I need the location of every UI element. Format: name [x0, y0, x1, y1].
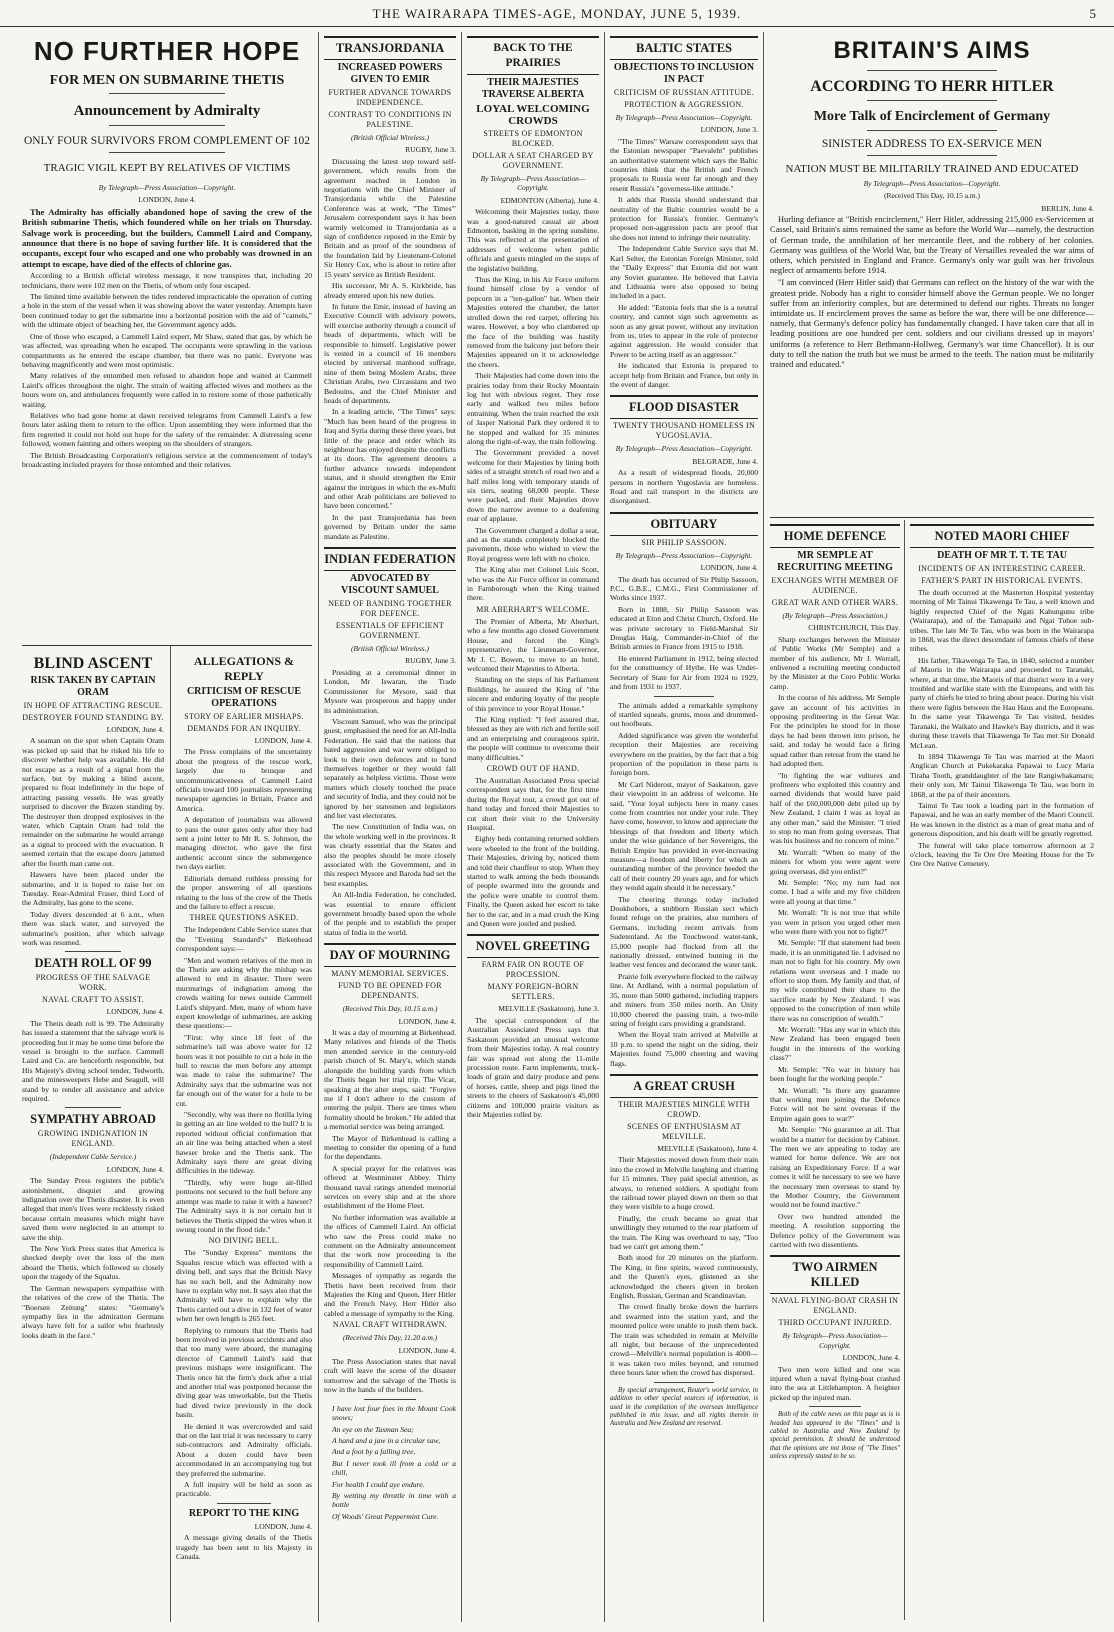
baltic-paragraph: The Independent Cable Service says that M. Karl Selter, the Estonian Foreign Minister, told the "Daily Express" that Estonia did not want any Soviet guarantee. He believed that Latvia and Lithuania were also opposed to being included in a pact.: [610, 244, 758, 301]
novel-deck: MANY FOREIGN-BORN SETTLERS.: [487, 982, 579, 1002]
rule: [654, 1382, 713, 1383]
aims-paragraph: "I am convinced (Herr Hitler said) that Germans can reflect on the history of the war with the greatest pride. Nobody has a right to consider himself above the German people. We no longer suffer from an inferiority complex, but are determined to defend our rights. Threats no longer intimidate us. If encirclement proves the same as before the war, there will be one difference—namely, that Germany's defence policy has fundamentally changed. I have taken care that all in leading positions are one hundred per cent. soldiers and our civilians dressed up in mayors' uniforms (a reference to Herr Bethmann-Hollweg, Germany's war time Chancellor). It is our duty to tell the nation the truth but we must be armed to the teeth. The nation must be militarily trained and educated.": [770, 278, 1094, 370]
aims-received: (Received This Day, 10.15 a.m.): [884, 191, 980, 201]
death-roll-dateline: LONDON, June 4.: [106, 1007, 164, 1017]
thetis-paragraph: The British Broadcasting Corporation's religious service at the commencement of today's broadcasting included prayers for those entombed and their relatives.: [22, 450, 312, 469]
mourning-dateline: LONDON, June 4.: [398, 1016, 456, 1026]
death-roll-deck: NAVAL CRAFT TO ASSIST.: [42, 995, 144, 1005]
prairies-deck: MR ABERHART'S WELCOME.: [476, 604, 590, 614]
mourning-deck: NAVAL CRAFT WITHDRAWN.: [332, 1320, 448, 1330]
crush-subhead: THEIR MAJESTIES MINGLE WITH CROWD.: [618, 1099, 750, 1119]
novel-continued-paragraph: The cheering throngs today included Doukhobors, a stubborn Russian sect which found refuge on the prairies, also numbers of Germans, including recent arrivals from Sudetenland. At the Touchwood water-tank, 15,000 people had flocked from all the nationally dressed, entwined bunting in the leather vest fences and decorated the water tank.: [610, 894, 758, 970]
home-paragraph: Mr. Semple: "No guarantee at all. That would be a matter for decision by Cabinet. The men we are appealing to today are wanted for home defence. We are not raising an Expeditionary Force. If a war comes it will be necessary to see we have the necessary men overseas to stand by the Mother Country, the Government would not be found inactive.": [770, 1125, 900, 1210]
flood-credit: By Telegraph—Press Association—Copyright.: [615, 444, 753, 454]
advert-verse-line: A hand and a jaw in a circular saw,: [332, 1435, 441, 1445]
thetis-paragraph: According to a British official wireless message, it now transpires that, including 20 technicians, there were 102 men on the Thetis, of whom only four escaped.: [22, 271, 312, 290]
aims-dateline: BERLIN, June 4.: [1041, 203, 1094, 213]
report-king-paragraph: A message giving details of the Thetis tragedy has been sent to his Majesty in Canada.: [176, 1533, 312, 1562]
thetis-paragraph: One of those who escaped, a Cammell Laird expert, Mr Shaw, stated that gas, by which he was affected, was spreading when he escaped. The occupants were sprawling in the various compartments as he entered the escape chamber, but there was no panic. Everyone was behaving magnificently and were most optimistic.: [22, 331, 312, 369]
transjordania-deck: FURTHER ADVANCE TOWARDS INDEPENDENCE.: [328, 88, 452, 107]
sympathy-paragraph: The New York Press states that America is shocked deeply over the loss of the men aboard the Thetis, which followed so closely upon the tragedy of the Squalus.: [22, 1244, 164, 1282]
home-subhead: MR SEMPLE AT RECRUITING MEETING: [777, 550, 893, 573]
blind-ascent-deck: IN HOPE OF ATTRACTING RESCUE.: [23, 701, 163, 710]
blind-ascent-subhead: RISK TAKEN BY CAPTAIN ORAM: [30, 675, 156, 698]
prairies-paragraph: The King also met Colonel Luis Scott, who was the Air Force officer in command in Farnborough when the King trained there.: [467, 565, 599, 603]
column-rule: [170, 646, 171, 1622]
novel-continued-paragraph: Added significance was given the wonderful reception their Majesties are receiving everywhere on the prairies, by the fact that a big proportion of the population in these parts is foreign born.: [610, 730, 758, 778]
sympathy-paragraph: The German newspapers sympathise with the relatives of the crew of the Thetis. The "Boersen Zeitung" states: "Germany's sympathy lies in the admiration Germans always have felt for a sailor who fearlessly looks death in the face.": [22, 1283, 164, 1340]
prairies-paragraph: The Premier of Alberta, Mr Aberhart, who a few months ago closed Government House, and forced the King's representative, the Lieutenant-Governor, Mr J. C. Bowen, to move to an hotel, welcomed their Majesties to Alberta.: [467, 616, 599, 673]
section-rule: [22, 645, 312, 646]
aims-paragraph: Hurling defiance at "British encirclement," Herr Hitler, addressing 215,000 ex-Servicemen at Cassel, said Britain's aims remained the same as before the World War—namely, the destruction of German trade, the annihilation of her mercantile fleet, and the robbery of her colonies. Germany was guiltless of the World War, but the Treaty of Versailles revealed the war aims of others, which persisted in England and France. Germany's only war guilt was her frivolous neglect of armaments before 1914.: [770, 215, 1094, 276]
prairies-paragraph: Standing on the steps of his Parliament Buildings, he assured the King of "the sincere and enduring loyalty of the people of this province to your Royal House.": [467, 675, 599, 713]
thetis-paragraph: Relatives who had gone home at dawn received telegrams from Cammell Laird's a few hours later asking them to return to the office. Upon assembling they were informed that the firm regretted it could not hold out hope for the safety of the remainder. A distressing scene followed, women fainting and others weeping on the shoulders of strangers.: [22, 410, 312, 449]
home-deck: EXCHANGES WITH MEMBER OF AUDIENCE.: [771, 576, 899, 595]
prairies-credit: By Telegraph—Press Association—Copyright.: [480, 174, 586, 193]
rule: [867, 70, 997, 71]
allegations-paragraph: The "Sunday Express" mentions the Squalus rescue which was effected with a diving bell, and says that the British Navy has no such bell, and the Admiralty now have to explain why not. It says also that the Admiralty will have to explain why the Thetis carried out a dive in 132 feet of water when her own length is 265 feet.: [176, 1248, 312, 1324]
prairies-paragraph: The Australian Associated Press special correspondent says that, for the first time during the Royal tour, a crowd got out of hand today and forced their Majesties to cut short their visit to the University Hospital.: [467, 775, 599, 832]
rule: [654, 696, 713, 697]
masthead: [0, 0, 1114, 27]
mourning-paragraph: No further information was available at the offices of Cammell Laird. An official who saw the Press could make no comment on the Admiralty announcement that the work now proceeding is the responsibility of Cammell Laird.: [324, 1212, 456, 1269]
allegations-paragraph: The Press complains of the uncertainty about the progress of the rescue work, largely due to brusque and uncommunicativeness of Cammell Laird officials toward 100 journalists representing newspaper agencies in Britain, France and America.: [176, 747, 312, 813]
flood-paragraph: As a result of widespread floods, 20,000 persons in northern Yugoslavia are homeless. Road and rail transport in the districts are disorganised.: [610, 468, 758, 506]
blind-ascent-paragraph: Hawsers have been placed under the submarine, and it is hoped to raise her on Tuesday. Rear-Admiral Fraser, third Lord of the Admiralty, has gone to the scene.: [22, 870, 164, 908]
section-rule: [770, 517, 1094, 518]
airmen-deck: THIRD OCCUPANT INJURED.: [778, 1318, 892, 1328]
death-roll-headline: DEATH ROLL OF 99: [34, 956, 152, 971]
rule: [364, 1399, 417, 1400]
blind-ascent-headline: BLIND ASCENT: [33, 655, 153, 672]
sympathy-credit: (Independent Cable Service.): [49, 1152, 137, 1162]
maori-subhead: DEATH OF MR T. T. TE TAU: [937, 550, 1067, 561]
transjordania-headline: TRANSJORDANIA: [324, 36, 456, 60]
transjordania-subhead: INCREASED POWERS GIVEN TO EMIR: [337, 62, 443, 85]
home-dateline: CHRISTCHURCH, This Day.: [808, 623, 900, 633]
column-rule: [461, 32, 462, 1622]
transjordania-paragraph: In future the Emir, instead of having an Executive Council with advisory powers, will exercise authority through a council of heads of departments, which will be responsible to himself. Legislative power is vested in a council of 16 members elected by universal manhood suffrage, nine of them being Moslem Arabs, three Christian Arabs, two Circassians and two Bedouins, and the Chief Minister and heads of departments.: [324, 301, 456, 405]
aims-deck: More Talk of Encirclement of Germany: [813, 109, 1051, 124]
crush-deck: SCENES OF ENTHUSIASM AT MELVILLE.: [627, 1121, 741, 1141]
rule: [867, 155, 997, 156]
thetis-deck-1: Announcement by Admiralty: [73, 103, 261, 119]
crush-dateline: MELVILLE (Saskatoon), June 4.: [657, 1143, 758, 1153]
advert-verse-line: And a foot by a falling tree,: [332, 1447, 416, 1457]
sympathy-deck: GROWING INDIGNATION IN ENGLAND.: [37, 1129, 149, 1149]
home-paragraph: Over two hundred attended the meeting. A resolution supporting the Defence policy of the Government was carried with two dissentients.: [770, 1211, 900, 1249]
thetis-lead: The Admiralty has officially abandoned hope of saving the crew of the British submarine Thetis, which foundered while on her trials on Thursday. Salvage work is proceeding, but the builders, Cammell Laird and Company, announce that there is no hope of saving further life. It is considered that the occupants, except four who escaped and one who probably was drowned in an attempt to escape, have died of the effects of chlorine gas.: [22, 206, 312, 269]
allegations-paragraph: A full inquiry will be held as soon as practicable.: [176, 1480, 312, 1499]
allegations-headline: ALLEGATIONS & REPLY: [193, 654, 295, 683]
thetis-paragraph: Many relatives of the entombed men refused to abandon hope and waited at Cammell Laird's offices throughout the night. The strain of waiting affected wives and mothers as the hours wore on, and ambulances frequently were called in to restore some of those pathetically waiting.: [22, 371, 312, 409]
sympathy-paragraph: The Sunday Press registers the public's astonishment, disquiet and growing indignation over the Thetis disaster. It is even alleged that men's lives were recklessly risked because certain measures which might have saved them were neglected in an attempt to save the ship.: [22, 1176, 164, 1242]
mourning-deck: FUND TO BE OPENED FOR DEPENDANTS.: [338, 981, 442, 1001]
allegations-paragraph: "First: why since 18 feet of the submarine's tail was above water for 12 hours was it not possible to cut a hole in the hull to rescue the men before any attempt was made to raise the submarine? The Admiralty says that the submarine was not far enough out of the water for a hole to be cut.: [176, 1032, 312, 1108]
prairies-headline: BACK TO THE PRAIRIES: [467, 36, 599, 75]
baltic-subhead: OBJECTIONS TO INCLUSION IN PACT: [613, 62, 755, 85]
thetis-headline: NO FURTHER HOPE: [33, 36, 301, 66]
blind-ascent-paragraph: Today divers descended at 6 a.m., when there was slack water, and surveyed the submarine's position, after which salvage work was resumed.: [22, 909, 164, 947]
novel-headline: NOVEL GREETING: [467, 934, 599, 958]
novel-continued-paragraph: Prairie folk everywhere flocked to the railway line. At Ardland, with a normal population of 35, more than 5000 gathered, including trappers and miners from 350 miles north. An Unity 10,000 cheered the passing train, a two-mile string of freight cars providing a grandstand.: [610, 971, 758, 1028]
allegations-paragraph: A deputation of journalists was allowed to pass the outer gates only after they had sent a joint letter to Mr R. S. Johnson, the managing director, who gave the first authentic account since the submergence two days earlier.: [176, 815, 312, 872]
home-paragraph: Mr. Worrall: "It is not true that while you were in prison you urged other men who were there with you not to fight?": [770, 908, 900, 936]
flood-headline: FLOOD DISASTER: [610, 395, 758, 419]
advert-verse-line: But I never took ill from a cold or a chill,: [332, 1458, 456, 1478]
crush-footnote: By special arrangement, Reuter's world service, in addition to other special sources of information, is used in the compilation of the overseas intelligence published in this issue, and all rights therein in Australia and New Zealand are reserved.: [610, 1386, 758, 1428]
maori-deck: INCIDENTS OF AN INTERESTING CAREER.: [918, 564, 1086, 573]
rule: [109, 93, 225, 94]
home-paragraph: Mr. Worrall: "Is there any guarantee that working men joining the Defence Force will not be sent overseas if the Empire again goes to war?": [770, 1085, 900, 1123]
allegations-paragraph: "Thirdly, why were huge air-filled pontoons not secured to the hull before any attempt was made to raise it with a hawser? The Admiralty says it is not certain but it believes the Thetis slipped the wires when it swung round in the flood tide.": [176, 1177, 312, 1234]
prairies-paragraph: Their Majesties had come down into the prairies today from their Rocky Mountain log hut with obvious regret. They rose early and walked two miles before entraining. When the train reached the exit of Jasper National Park they ordered it to be stopped and walked for 35 minutes along the right-of-way, the train following.: [467, 371, 599, 446]
mourning-paragraph: The Mayor of Birkenhead is calling a meeting to consider the opening of a fund for the dependants.: [324, 1133, 456, 1162]
crush-paragraph: Finally, the crush became so great that unwillingly they returned to the rear platform of the train. The King was overheard to say, "Too bad we can't get among them.": [610, 1213, 758, 1251]
home-credit: (By Telegraph—Press Association.): [782, 611, 888, 620]
prairies-paragraph: Welcoming their Majesties today, there was a good-natured casual air about Edmonton, basking in the spring sunshine. This was reflected at the presentation of addresses of welcome when public officials and guests mingled on the steps of the legislative building.: [467, 207, 599, 273]
home-paragraph: "In fighting the war vultures and profiteers who exploited this country and earned dividends that would have paid half of the £60,000,000 debt piled up by New Zealand, I claim I was as loyal as any other man," said the Minister. "I tried to stop no man from going overseas. That was his business and no concern of mine.": [770, 770, 900, 846]
allegations-deck: THREE QUESTIONS ASKED.: [189, 913, 299, 923]
indian-subhead: ADVOCATED BY VISCOUNT SAMUEL: [341, 573, 439, 597]
advert-verse-line: For health I could aye endure.: [332, 1479, 425, 1489]
airmen-subhead: NAVAL FLYING-BOAT CRASH IN ENGLAND.: [771, 1296, 899, 1316]
thetis-article: [22, 34, 312, 642]
blind-ascent-paragraph: A seaman on the spot when Captain Oram was picked up said that he risked his life to discover whether help was available. He did not escape as a result of a signal from the surface, but by making a blind ascent, prepared to float indefinitely in the hope of attracting passing vessels. He was greatly surprised to discover the Brazen standing by. The destroyer then dropped explosives in the water, which Captain Oram had told the remainder on the submarine he would arrange as a signal to proceed with the evacuation. It seemed certain that the escape doors jammed after the fourth man came out.: [22, 736, 164, 868]
mourning-paragraph: It was a day of mourning at Birkenhead. Many relatives and friends of the Thetis men attended service in the century-old parish church of St. Mary's, which stands alongside the building yards from which the Thetis began her trial trip. The Vicar, speaking at the alter steps, said: "Forgive me if I don't adhere to the custom of entering the pulpit. There are times when formality should be broken." He added that a memorial service was being arranged.: [324, 1028, 456, 1132]
maori-headline: NOTED MAORI CHIEF: [910, 524, 1094, 548]
novel-dateline: MELVILLE (Saskatoon), June 3.: [498, 1004, 599, 1014]
prairies-paragraph: The King replied: "I feel assured that, blessed as they are with rich and fertile soil and an enterprising and courageous spirit, the people will continue to overcome their many difficulties.": [467, 714, 599, 762]
advert-verse-line: An eye on the Tasman Sea;: [332, 1424, 414, 1434]
baltic-headline: BALTIC STATES: [610, 36, 758, 60]
indian-credit: (British Official Wireless.): [351, 644, 429, 654]
aims-deck: NATION MUST BE MILITARILY TRAINED AND EDUCATED: [785, 163, 1079, 175]
airmen-footnote: Both of the cable news on this page as is is headed has appeared in the "Times" and is cabled to Australia and New Zealand by special permission. It should be understood that the opinions are not those of "The Times" unless expressly stated to be so.: [770, 1411, 900, 1461]
allegations-deck: STORY OF EARLIER MISHAPS.: [184, 712, 304, 721]
airmen-headline: TWO AIRMEN KILLED: [770, 1255, 900, 1294]
rule: [217, 1503, 271, 1504]
transjordania-paragraph: In the past Transjordania has been governed by Britain under the same mandate as Palestine.: [324, 512, 456, 541]
airmen-credit: By Telegraph—Press Association—Copyright.: [782, 1331, 888, 1350]
novel-subhead: FARM FAIR ON ROUTE OF PROCESSION.: [481, 960, 585, 980]
indian-deck: NEED OF BANDING TOGETHER FOR DEFENCE.: [328, 599, 452, 619]
obituary-headline: OBITUARY: [610, 512, 758, 536]
obituary-subhead: SIR PHILIP SASSOON.: [641, 537, 727, 547]
obituary-dateline: LONDON, June 4.: [700, 563, 758, 573]
column-7: [910, 522, 1094, 1620]
rule: [867, 100, 997, 101]
transjordania-credit: (British Official Wireless.): [351, 133, 429, 142]
column-rule: [904, 520, 905, 1620]
thetis-deck-3: TRAGIC VIGIL KEPT BY RELATIVES OF VICTIMS: [43, 162, 291, 174]
indian-headline: INDIAN FEDERATION: [324, 547, 456, 571]
maori-paragraph: The death occurred at the Masterton Hospital yesterday morning of Mr Tainui Tikawenga Te Tau, a well known and highly respected Chief of the Ngati Kahungunu tribe (Wairarapa), and of the Tamapaiki and Ngai Tuhoe sub-tribes. The late Mr Te Tau, who was born in the Wairarapa in 1868, was the direct descendant of famous chiefs of these tribes.: [910, 588, 1094, 654]
prairies-subhead: THEIR MAJESTIES TRAVERSE ALBERTA: [481, 77, 585, 100]
home-paragraph: Mr. Semple: "No; my turn had not come. I had a wife and my five children were all young at that time.": [770, 877, 900, 906]
baltic-paragraph: It adds that Russia should understand that neutrality of the Baltic countries would be a protection for Russia's frontier. Germany's proposed non-aggression pacts are proof that she does not intend to infringe their neutrality.: [610, 195, 758, 242]
maori-paragraph: His father, Tikawenga Te Tau, in 1840, selected a number of Maoris in the Wairarapa and proceeded to Taranaki, where, at that time, the Maoris of that district were in a very troubled and warlike state with the Europeans, and with his party of chiefs he tried to bring about peace. During his visit there were fights between the Hau Haus and the Europeans. In the same year Tikawenga Te Tau visited, besides Taranaki, the Waikato and Hawke's Bay districts, and it was during these travels that Tikawenga Te Tau met Sir Donald McLean.: [910, 655, 1094, 750]
page-number: 5: [1089, 6, 1096, 21]
indian-paragraph: Presiding at a ceremonial dinner in London, Mr Iswaran, the Trade Commissioner for Mysore, said that Mysore was prosperous and happy under its administration.: [324, 667, 456, 715]
allegations-paragraph: He denied it was overcrowded and said that on the last trial it was necessary to carry sub-contractors and Admiralty officials. About a dozen could have been accommodated in an accompanying tug but they preferred the submarine.: [176, 1421, 312, 1478]
column-5: [610, 34, 758, 1620]
indian-dateline: RUGBY, June 3.: [405, 656, 456, 666]
transjordania-paragraph: In a leading article, "The Times" says: "Much has been heard of the progress in Iraq and Syria during these three years, but little of the peace and order which its neighbour has enjoyed despite the conflicts at its doors. The agreement denotes a further advance towards independent status, and it should strengthen the Emir against the intrigues in which the ex-Mufti and other Arab politicians are believed to have been concerned.": [324, 407, 456, 511]
baltic-deck: PROTECTION & AGGRESSION.: [624, 100, 744, 109]
advert-verse-line: By wetting my throttle in time with a bottle: [332, 1490, 456, 1510]
indian-paragraph: Viscount Samuel, who was the principal guest, emphasised the need for an All-India Federation. He said that the nations that hated aggression and war were obliged to look to their own defences and to band themselves together or they would fall separately as helpless victims. Those were matters which closely touched the peace and security of India, and they could not be ignored by her statesmen and legislators and her vast electorates.: [324, 716, 456, 820]
column-rule: [318, 32, 319, 1622]
transjordania-paragraph: His successor, Mr A. S. Kirkbride, has already entered upon his new duties.: [324, 281, 456, 300]
allegations-paragraph: "Men and women relatives of the men in the Thetis are asking why the mishap was allowed to end in disaster. There were murmurings of indignation among the crowds waiting for news outside Cammell Laird's shipyard. Men, many of whom have expert knowledge of submarines, are asking these questions:—: [176, 955, 312, 1031]
baltic-paragraph: He indicated that Estonia is prepared to accept help from Britain and France, but only in the event of danger.: [610, 361, 758, 389]
obituary-credit: By Telegraph—Press Association—Copyright.: [615, 550, 753, 560]
maori-deck: FATHER'S PART IN HISTORICAL EVENTS.: [921, 576, 1083, 585]
thetis-paragraph: The limited time available between the tides rendered impracticable the operation of cutting a hole in the stern of the vessel when it was showing above the water yesterday. Attempts have been continued today to get the submarine into a horizontal position with the aid of "camels," with the ultimate object of beaching her, the Government agency adds.: [22, 292, 312, 330]
advert-verse-line: I have lost four foes in the Mount Cook snows;: [332, 1403, 456, 1423]
thetis-credit: By Telegraph—Press Association—Copyright.: [98, 183, 236, 192]
prairies-deck: CROWD OUT OF HAND.: [486, 763, 580, 773]
transjordania-deck: CONTRAST TO CONDITIONS IN PALESTINE.: [328, 110, 452, 129]
airmen-paragraph: Two men were killed and one was injured when a naval flying-boat crashed into the sea at Littlehampton. A freighter picked up the injured man.: [770, 1364, 900, 1402]
prairies-deck: DOLLAR A SEAT CHARGED BY GOVERNMENT.: [472, 151, 594, 170]
baltic-credit: By Telegraph—Press Association—Copyright.: [615, 113, 753, 122]
flood-dateline: BELGRADE, June 4.: [692, 456, 758, 466]
rule: [867, 130, 997, 131]
transjordania-dateline: RUGBY, June 3.: [405, 145, 456, 155]
obituary-paragraph: He entered Parliament in 1912, being elected for the constituency of Hythe. He was Under-Secretary of State for Air from 1924 to 1929, and from 1931 to 1937.: [610, 653, 758, 692]
novel-continued-paragraph: The animals added a remarkable symphony of startled squeals, grunts, moos and drummed-out hoofbeats.: [610, 700, 758, 729]
mourning-headline: DAY OF MOURNING: [324, 943, 456, 967]
maori-paragraph: In 1894 Tikawenga Te Tau was married at the Maori Anglican Church at Pukekaraka Papawai to Lucy Maria Tiraha Tooth, granddaughter of the late Rangiwhakamaru; their only son, Mr Tainui Tikawenga Te Tau, was born in 1868, at the pa of their ancestors.: [910, 751, 1094, 799]
crush-paragraph: Their Majesties moved down from their train into the crowd in Melville laughing and chatting for 15 minutes. They paid special attention, as always, to returned soldiers. A spotlight from the railroad tower played down on them so that they were visible to a huge crowd.: [610, 1155, 758, 1212]
death-roll-deck: PROGRESS OF THE SALVAGE WORK.: [35, 973, 151, 993]
mourning-subhead: MANY MEMORIAL SERVICES.: [331, 969, 449, 979]
maori-paragraph: The funeral will take place tomorrow afternoon at 2 o'clock, leaving the Te Ore Ore Meeting House for the Te Ore Ore Native Cemetery.: [910, 840, 1094, 869]
thetis-deck-2: ONLY FOUR SURVIVORS FROM COMPLEMENT OF 102: [23, 135, 311, 147]
prairies-paragraph: The Government provided a novel welcome for their Majesties by lining both sides of a straight stretch of road two and a half miles long with temporary stands of six tiers, seating 68,000 people. These were packed, and their Majesties drove down the narrow avenue to a deafening roar of applause.: [467, 448, 599, 524]
thetis-subhead: FOR MEN ON SUBMARINE THETIS: [49, 73, 285, 88]
prairies-deck: LOYAL WELCOMING CROWDS: [476, 103, 590, 127]
masthead-title: THE WAIRARAPA TIMES-AGE, MONDAY, JUNE 5, 1939.: [372, 6, 742, 21]
home-paragraph: Mr. Worrall: "Has any war in which this New Zealand has been engaged been fought in the interests of the working class?": [770, 1025, 900, 1063]
flood-subhead: TWENTY THOUSAND HOMELESS IN YUGOSLAVIA.: [612, 421, 756, 441]
novel-paragraph: The special correspondent of the Australian Associated Press says that Saskatoon provided an unusual welcome from their Majesties today. A real country fair was spread out along the 11-mile procession route. Farm implements, truck-loads of grain and dairy produce and pens of horses, cattle, sheep and pigs lined the streets to the cheers of Saskatoon's 45,000 citizens and 100,000 prairie visitors as their Majesties rolled by.: [467, 1015, 599, 1119]
home-deck: GREAT WAR AND OTHER WARS.: [771, 598, 899, 607]
column-6: [770, 522, 900, 1620]
indian-paragraph: The new Constitution of India was, on the whole working well in the provinces. It was clearly essential that the States and also the peoples should be more closely associated with the Government, and in this respect Mysore and Baroda had set the best examples.: [324, 822, 456, 888]
aims-article: [770, 34, 1094, 514]
home-paragraph: Mr. Semple: "If that statement had been made, it is an unmitigated lie. I advised no man not to fight for his country. My own relations went overseas and I made no effort to stop them. My family and that, of my wife contributed their share to the sacrifice made by New Zealand. I was opposed to the conscription of men while there was no conscription of wealth.": [770, 938, 900, 1023]
home-headline: HOME DEFENCE: [770, 524, 900, 548]
rule: [809, 1406, 861, 1407]
mourning-paragraph: The Press Association states that naval craft will leave the scene of the disaster tomorrow and the salvage of the Thetis is now in the hands of the builders.: [324, 1357, 456, 1395]
thetis-dateline: LONDON, June 4.: [138, 195, 196, 205]
aims-headline: BRITAIN'S AIMS: [833, 37, 1031, 64]
home-paragraph: In the course of his address, Mr Semple gave an account of his activities in opposing profiteering in the Great War. For the principles he stood for in those days he had been thrown into prison, he said, and today he would face a firing squad rather than retreat from the stand he had adopted then.: [770, 693, 900, 769]
prairies-paragraph: The Government charged a dollar a seat, and as the stands completely blocked the pavements, those who wished to view the Royal progress were left with no choice.: [467, 525, 599, 563]
prairies-dateline: EDMONTON (Alberta), June 4.: [500, 195, 599, 205]
novel-continued-paragraph: When the Royal train arrived at Melville at 10 p.m. to spend the night on the siding, their Majesties found 75,000 cheering and waving flags.: [610, 1030, 758, 1068]
obituary-paragraph: The death has occurred of Sir Philip Sassoon, P.C., G.B.E., C.M.G., First Commissioner of Works since 1937.: [610, 574, 758, 603]
mourning-credit: (Received This Day, 11.20 a.m.): [342, 1333, 438, 1343]
column-3: [324, 34, 456, 1620]
allegations-subhead: CRITICISM OF RESCUE OPERATIONS: [186, 686, 302, 709]
rule: [109, 125, 225, 126]
mourning-credit: (Received This Day, 10.15 a.m.): [342, 1004, 438, 1014]
prairies-deck: STREETS OF EDMONTON BLOCKED.: [483, 129, 583, 148]
death-roll-paragraph: The Thetis death roll is 99. The Admiralty has issued a statement that the salvage work is proceeding but it may be some time before the vessel is brought to the surface. Cammell Laird and Co. are henceforth responsible, but His Majesty's diving school tender, Tedworth, and the minesweepers Hebe and Seagull, will stand by to render all assistance and advice required.: [22, 1018, 164, 1103]
allegations-paragraph: "Secondly, why was there no flotilla lying in getting an air line welded to the hull? It is reported without official confirmation that an air line was being attached when a steel hawser broke and the Thetis sank. The Admiralty says there are great diving difficulties in the tideway.: [176, 1110, 312, 1176]
home-paragraph: Sharp exchanges between the Minister of Public Works (Mr Semple) and a member of his audience, Mr J. Worrall, enlivened a recruiting meeting conducted by the Minister at the Coro Public Works camp.: [770, 634, 900, 691]
blind-ascent-column: [22, 652, 164, 1620]
novel-continued-paragraph: Mr Carl Niderost, mayor of Saskatoon, gave their viewpoint in an address of welcome. He said, "Your loyal subjects here in many cases come from countries not under your rule. They have come, however, to know and appreciate the blessings of that freedom and liberty which under the wise guidance of her Sovereigns, the British Empire has provided in ever-increasing measure—a freedom and liberty for which an outstanding number of the province heeded the call of their country 20 years ago, and for which they would again should it be necessary.": [610, 779, 758, 893]
maori-paragraph: Tainui Te Tau took a leading part in the formation of Papawai, and he was an early member of the Maori Council. He was known in the district as a man of great mana and of generous disposition, and his death will be greatly regretted.: [910, 800, 1094, 839]
report-king-headline: REPORT TO THE KING: [188, 1507, 300, 1519]
mourning-paragraph: A special prayer for the relatives was offered at Westminster Abbey. Thirty thousand naval ratings attended memorial services on every ship and at the shore establishment of the Home Fleet.: [324, 1163, 456, 1211]
blind-ascent-dateline: LONDON, June 4.: [106, 725, 164, 734]
baltic-deck: CRITICISM OF RUSSIAN ATTITUDE.: [613, 88, 755, 97]
transjordania-paragraph: Discussing the latest step toward self-government, which results from the agreement reached in London in negotiations with the Chief Minister of Transjordania while the Palestine Conference was at work, "The Times'" Jerusalem correspondent says it has been warmly welcomed in Transjordania as a sign of confidence reposed in the Emir by Britain and as proof of the soundness of the foundation laid by Lieutenant-Colonel Sir Henry Cox, who is about to retire after 15 years' service as British Resident.: [324, 156, 456, 279]
baltic-paragraph: He added: "Estonia feels that she is a neutral country, and cannot sign such agreements as soon as any great power, without any invitation from us, tries to appear in the role of protector against aggression. He would consider that Power to be acting itself as an aggressor.": [610, 302, 758, 359]
aims-deck: SINISTER ADDRESS TO EX-SERVICE MEN: [821, 138, 1043, 150]
blind-ascent-deck: DESTROYER FOUND STANDING BY.: [22, 713, 164, 722]
report-king-dateline: LONDON, June 4.: [254, 1521, 312, 1531]
rule: [65, 951, 122, 952]
rule: [65, 1107, 122, 1108]
allegations-paragraph: Replying to rumours that the Thetis had been involved in previous accidents and also that too many were aboard, the managing director of Cammell Laird's said that previous mishaps were insignificant. The Thetis once hit the firm's dock after a trial and another trial was postponed because the diving gear was unworkable, but the Thetis had dived twice previously in the dock basin.: [176, 1325, 312, 1420]
crush-paragraph: The crowd finally broke down the barriers and swarmed into the station yard, and the mounted police were unable to push them back. The train was scheduled to remain at Melville all night, but because of the unprecedented crowd—Melville's normal population is 4000—it was taken two miles beyond, and returned three hours later when the crowd has dispersed.: [610, 1302, 758, 1378]
column-rule: [763, 32, 764, 1622]
rule: [109, 152, 225, 153]
sympathy-dateline: LONDON, June 4.: [106, 1164, 164, 1174]
home-paragraph: Mr. Worrall: "When so many of the miners for whom you were agent were going overseas, did you enlist?": [770, 847, 900, 876]
indian-deck: ESSENTIALS OF EFFICIENT GOVERNMENT.: [335, 621, 445, 641]
allegations-paragraph: Editorials demand ruthless pressing for the proper answering of all questions relating to the loss of the crew of the Thetis and the failure to effect a rescue.: [176, 873, 312, 911]
allegations-dateline: LONDON, June 4.: [254, 736, 312, 745]
aims-subhead: ACCORDING TO HERR HITLER: [810, 78, 1054, 95]
allegations-paragraph: The Independent Cable Service states that the "Evening Standard's" Birkenhead correspondent says:—: [176, 925, 312, 954]
indian-paragraph: An All-India Federation, he concluded, was essential to ensure efficient government broadly based upon the whole of the people and to establish the proper status of India in the world.: [324, 890, 456, 937]
baltic-paragraph: "The Times" Warsaw correspondent says that the Estonian newspaper "Paevaleht" publishes an authoritative statement which says the Baltic countries think that the British and French proposals to Russia went far enough and they resent Russia's "governess-like attitude.": [610, 136, 758, 193]
aims-credit: By Telegraph—Press Association—Copyright.: [863, 179, 1001, 188]
advert-verse-line: Of Woods' Great Peppermint Cure.: [332, 1511, 439, 1521]
allegations-deck: NO DIVING BELL.: [208, 1236, 280, 1246]
crush-paragraph: Both stood for 20 minutes on the platform. The King, in fine spirits, waved continuously, and the Queen's eyes, glistened as she acknowledged the cheers given in broken English, Russian, German and Scandinavian.: [610, 1253, 758, 1301]
allegations-column: [176, 652, 312, 1620]
crush-headline: A GREAT CRUSH: [610, 1074, 758, 1098]
baltic-dateline: LONDON, June 3.: [700, 125, 758, 135]
column-4: [467, 34, 599, 1620]
column-rule: [604, 32, 605, 1622]
mourning-dateline: LONDON, June 4.: [398, 1345, 456, 1355]
sympathy-headline: SYMPATHY ABROAD: [30, 1112, 156, 1127]
airmen-dateline: LONDON, June 4.: [842, 1353, 900, 1363]
mourning-paragraph: Messages of sympathy as regards the Thetis have been received from their Majesties the King and Queen, Herr Hitler and the French Navy. Herr Hitler also cabled a message of sympathy to the King.: [324, 1271, 456, 1318]
home-paragraph: Mr. Semple: "No war in history has been fought for the working people.": [770, 1064, 900, 1084]
obituary-paragraph: Born in 1888, Sir Philip Sassoon was educated at Eton and Christ Church, Oxford. He was private secretary to Field-Marshal Sir Douglas Haig, Commander-in-Chief of the British armies in France from 1915 to 1918.: [610, 604, 758, 652]
allegations-deck: DEMANDS FOR AN INQUIRY.: [187, 724, 301, 733]
prairies-paragraph: Eighty beds containing returned soldiers were wheeled to the front of the building. Their Majesties, driving by, noticed them and told their chauffeur to stop. When they started to walk among the beds thousands of people swarmed into the grounds and the police were unable to control them. Finally, the Queen asked her escort to take her to the car, and in a mad crush the King and Queen were jostled and pushed.: [467, 834, 599, 929]
prairies-paragraph: Thus the King, in his Air Force uniform found himself close by a vendor of popcorn in a "ten-gallon" hat. When their Majesties entered the chamber, the latter strolled down the red carpet, offering his wares. However, a boy who clambered up the face of the building was hastily removed from the balcony just before their Majesties appeared on it to acknowledge the cheers.: [467, 275, 599, 369]
